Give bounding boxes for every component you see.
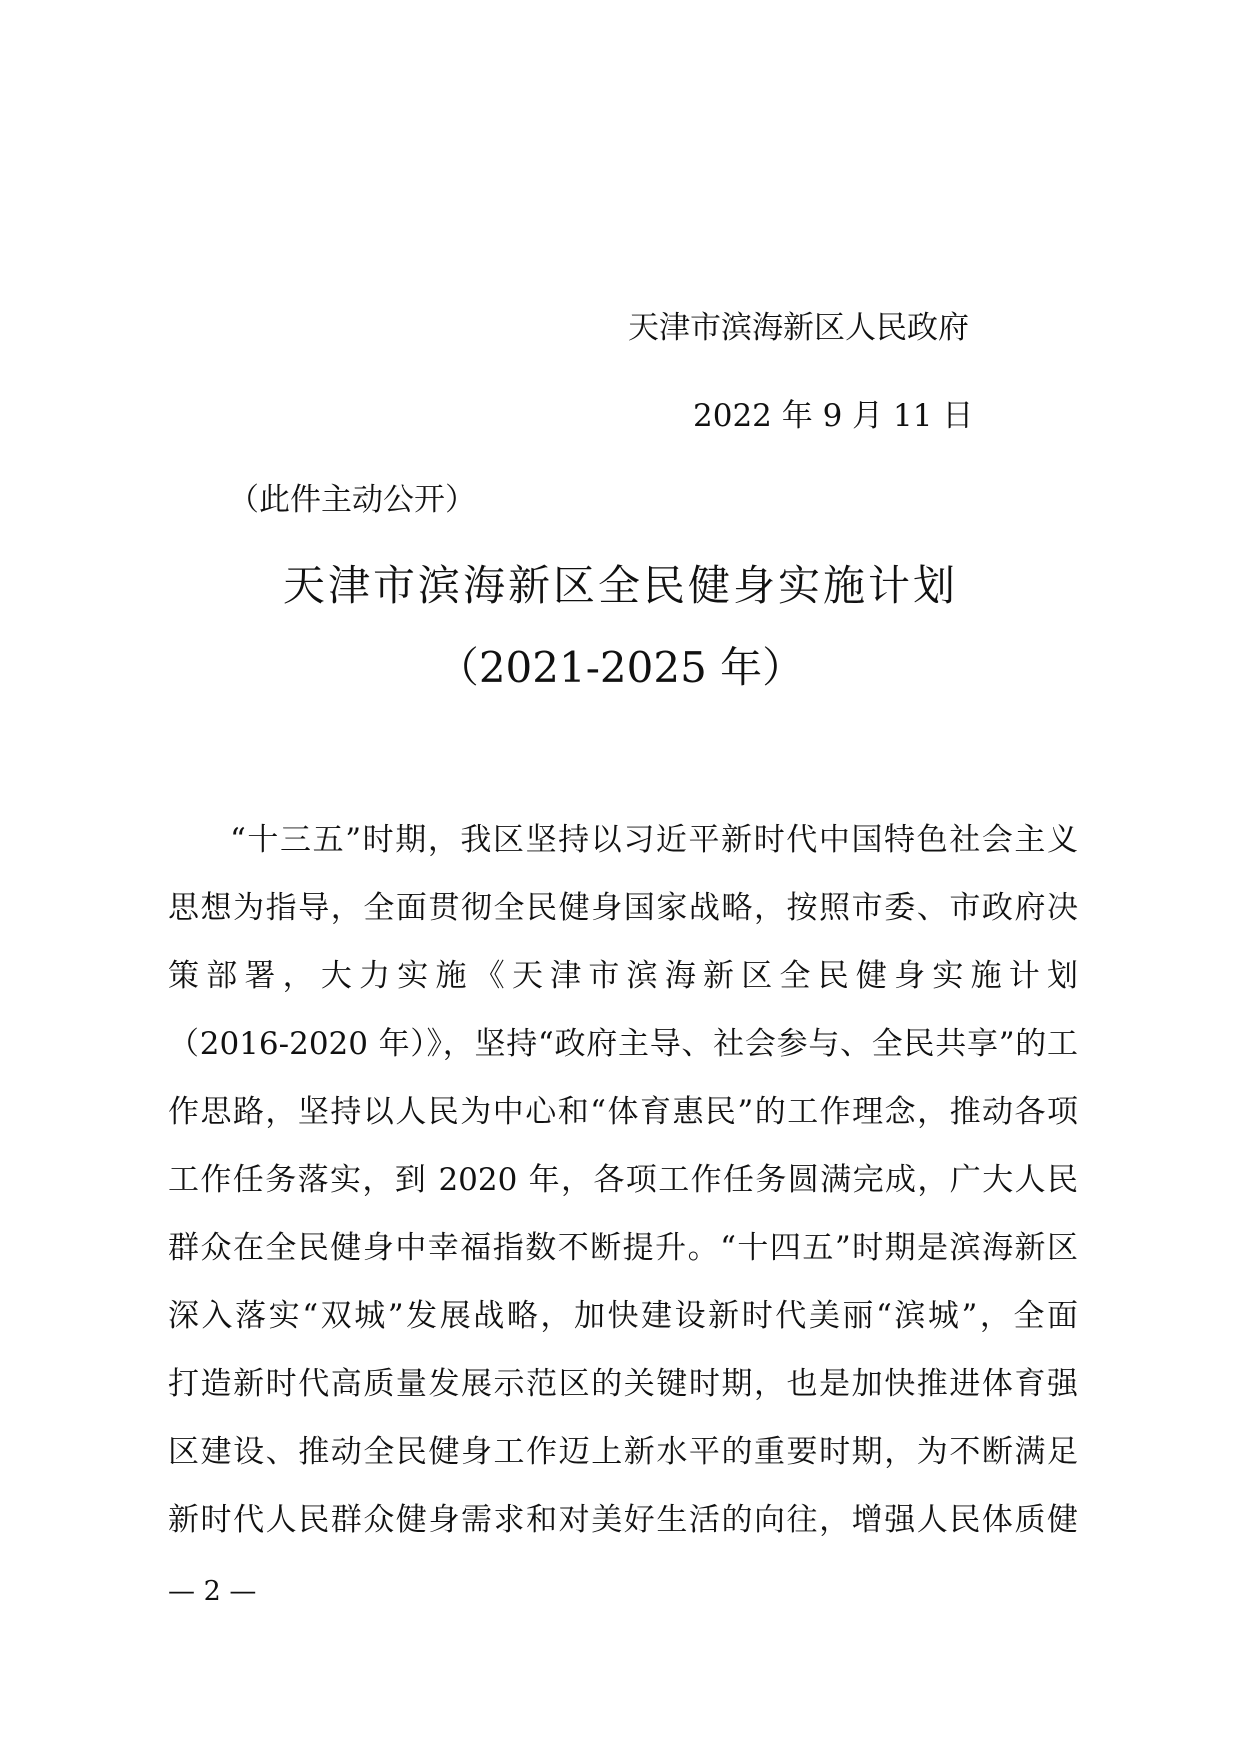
body-line: （2016-2020 年）》，坚持“政府主导、社会参与、全民共享”的工 (168, 1026, 1078, 1062)
body-line: “十三五”时期，我区坚持以习近平新时代中国特色社会主义 (230, 822, 1078, 858)
body-line: 工作任务落实，到 2020 年，各项工作任务圆满完成，广大人民 (168, 1162, 1078, 1198)
signature-organization: 天津市滨海新区人民政府 (628, 310, 969, 346)
body-line: 打造新时代高质量发展示范区的关键时期，也是加快推进体育强 (168, 1366, 1078, 1402)
document-title: 天津市滨海新区全民健身实施计划 (282, 561, 958, 610)
signature-date: 2022 年 9 月 11 日 (693, 398, 974, 434)
body-line: 深入落实“双城”发展战略，加快建设新时代美丽“滨城”，全面 (168, 1298, 1078, 1334)
body-line: 策部署，大力实施《天津市滨海新区全民健身实施计划 (168, 958, 1078, 994)
body-line: 区建设、推动全民健身工作迈上新水平的重要时期，为不断满足 (168, 1434, 1078, 1470)
body-line: 作思路，坚持以人民为中心和“体育惠民”的工作理念，推动各项 (168, 1094, 1078, 1130)
disclosure-note: （此件主动公开） (228, 482, 476, 518)
page-number: — 2 — (168, 1576, 257, 1607)
body-line: 群众在全民健身中幸福指数不断提升。“十四五”时期是滨海新区 (168, 1230, 1078, 1266)
document-subtitle-years: （2021-2025 年） (436, 643, 805, 692)
body-paragraph (168, 806, 1078, 1554)
body-line: 思想为指导，全面贯彻全民健身国家战略，按照市委、市政府决 (168, 890, 1078, 926)
body-line: 新时代人民群众健身需求和对美好生活的向往，增强人民体质健 (168, 1502, 1078, 1538)
